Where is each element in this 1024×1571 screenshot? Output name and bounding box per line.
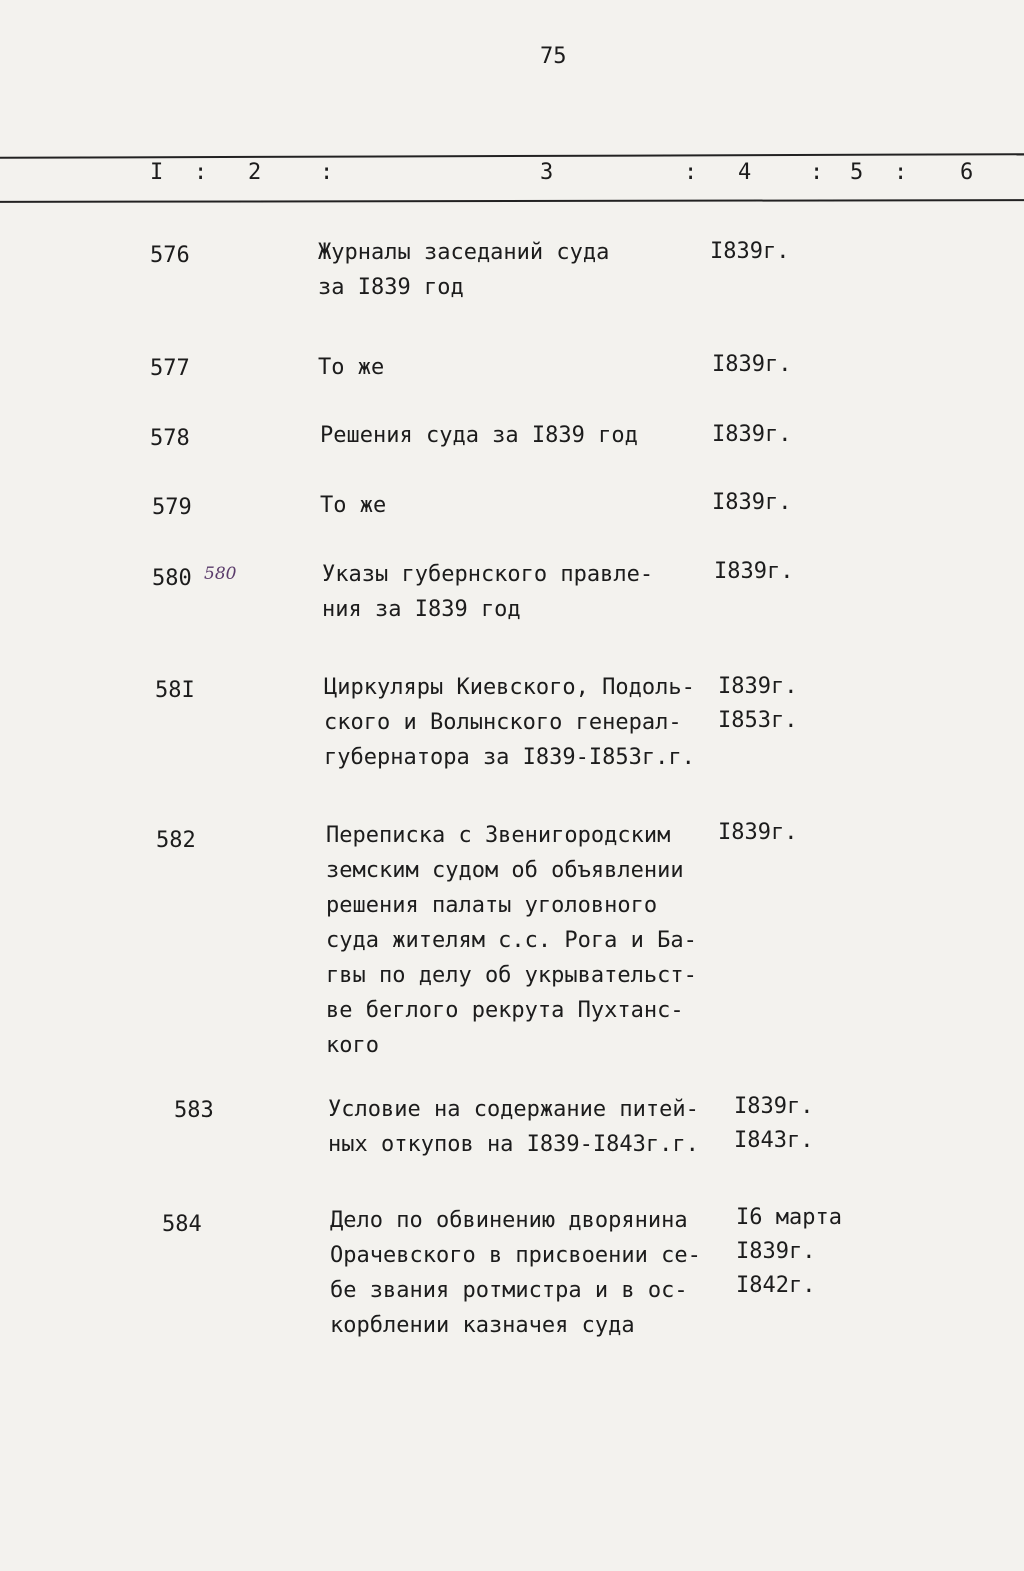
page-number: 75 xyxy=(540,44,567,69)
case-dates: I839г. xyxy=(718,820,798,845)
case-number: 578 xyxy=(150,426,190,451)
case-dates: I839г. xyxy=(710,239,790,264)
case-title: То же xyxy=(318,355,385,380)
case-dates: I839г. xyxy=(712,352,792,377)
case-number: 579 xyxy=(152,495,192,520)
case-dates: I839г. I843г. xyxy=(734,1094,814,1153)
case-title: То же xyxy=(320,493,387,518)
case-number: 576 xyxy=(150,243,190,268)
case-title: Условие на содержание питей- ных откупов на I839-I843г.г. xyxy=(328,1097,699,1157)
column-header-separator: : xyxy=(894,160,908,185)
case-title: Дело по обвинению дворянина Орачевского в присвоении се- бе звания ротмистра и в ос- корблении казначея суда xyxy=(330,1208,701,1338)
case-dates: I839г. xyxy=(712,422,792,447)
case-title: Журналы заседаний суда за I839 год xyxy=(318,240,610,300)
column-header-6: 6 xyxy=(960,160,974,185)
case-dates: I839г. xyxy=(714,559,794,584)
case-title: Решения суда за I839 год xyxy=(320,423,638,448)
handwritten-note: 580 xyxy=(204,564,237,584)
case-title: Циркуляры Киевского, Подоль- ского и Волынского генерал- губернатора за I839-I853г.г. xyxy=(324,675,695,770)
header-rule-bottom xyxy=(0,199,1024,203)
column-header-separator: : xyxy=(810,160,824,185)
column-header-5: 5 xyxy=(850,160,864,185)
case-number: 584 xyxy=(162,1212,202,1237)
column-header-3: 3 xyxy=(540,160,554,185)
case-dates: I839г. xyxy=(712,490,792,515)
case-number: 577 xyxy=(150,356,190,381)
header-rule-top xyxy=(0,153,1024,159)
case-title: Переписка с Звенигородским земским судом об объявлении решения палаты уголовного суда жителям с.с. Рога и Ба- гвы по делу об укрывательст- ве беглого рекрута Пухтанс- кого xyxy=(326,823,697,1058)
column-header-4: 4 xyxy=(738,160,752,185)
column-header-separator: : xyxy=(684,160,698,185)
column-header-separator: : xyxy=(194,160,208,185)
case-number: 582 xyxy=(156,828,196,853)
case-dates: I839г. I853г. xyxy=(718,674,798,733)
column-header-2: 2 xyxy=(248,160,262,185)
case-title: Указы губернского правле- ния за I839 год xyxy=(322,562,654,622)
column-header-separator: : xyxy=(320,160,334,185)
case-number: 583 xyxy=(174,1098,214,1123)
case-dates: I6 марта I839г. I842г. xyxy=(736,1205,842,1298)
case-number: 580 xyxy=(152,566,192,591)
column-header-1: I xyxy=(150,160,164,185)
case-number: 58I xyxy=(155,678,195,703)
